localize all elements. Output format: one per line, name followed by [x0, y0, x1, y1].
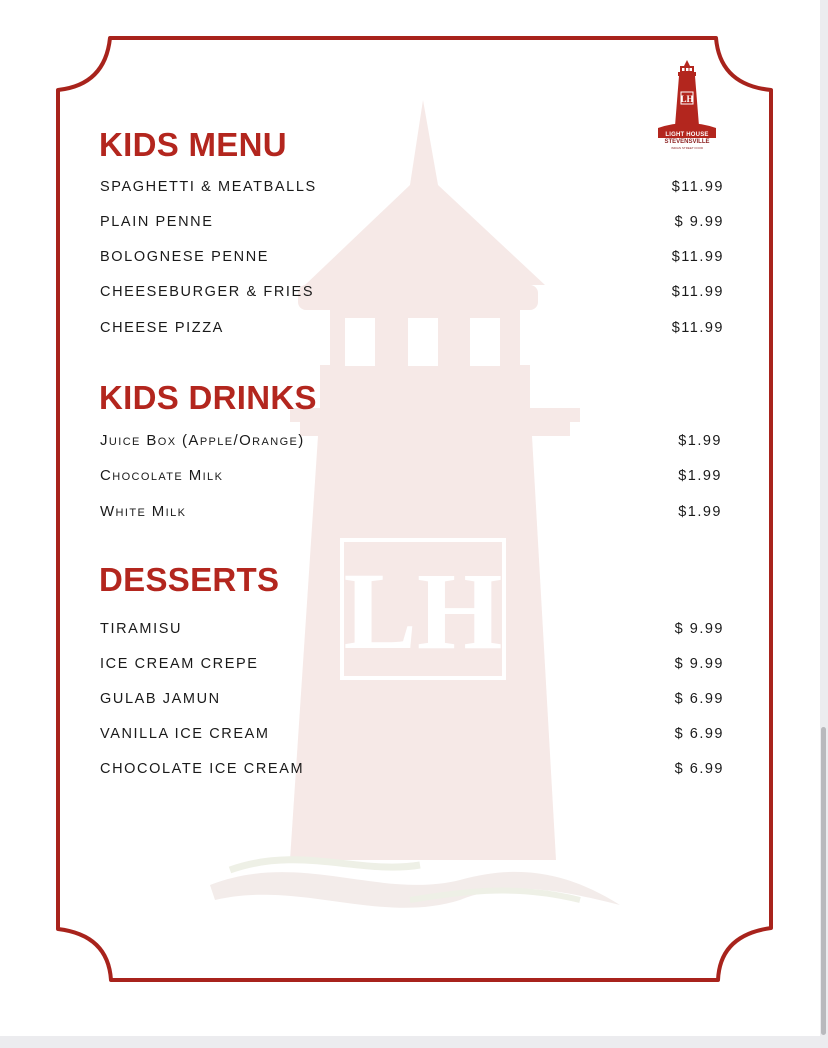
menu-item-price: $ 9.99 — [674, 214, 724, 230]
scrollbar-thumb[interactable] — [821, 727, 826, 1035]
menu-item-name: White Milk — [100, 503, 187, 520]
logo-location: STEVENSVILLE — [664, 139, 710, 145]
section-title-kids-menu: KIDS MENU — [99, 126, 287, 163]
logo-tagline: INDIAN STREET FOOD — [670, 146, 704, 150]
menu-item-price: $ 9.99 — [674, 621, 724, 637]
menu-item-name: Juice Box (Apple/Orange) — [100, 432, 305, 449]
menu-item-name: CHOCOLATE ICE CREAM — [100, 761, 305, 777]
menu-item-price: $11.99 — [671, 284, 724, 300]
menu-item-price: $ 9.99 — [674, 656, 724, 672]
menu-item-price: $1.99 — [678, 433, 722, 449]
menu-item-price: $ 6.99 — [674, 761, 724, 777]
menu-item-price: $11.99 — [671, 249, 724, 265]
section-title-kids-drinks: KIDS DRINKS — [99, 379, 317, 416]
watermark-monogram: LH — [343, 550, 503, 672]
menu-item-price: $ 6.99 — [674, 691, 724, 707]
menu-item-name: TIRAMISU — [100, 621, 183, 637]
menu-item-price: $1.99 — [678, 468, 722, 484]
menu-item-name: ICE CREAM CREPE — [100, 656, 259, 672]
section-title-desserts: DESSERTS — [99, 561, 280, 598]
menu-item-name: Chocolate Milk — [100, 467, 224, 484]
restaurant-logo — [654, 58, 720, 154]
menu-item-name: GULAB JAMUN — [100, 691, 221, 707]
menu-item-price: $ 6.99 — [674, 726, 724, 742]
menu-item-name: CHEESE PIZZA — [100, 320, 224, 336]
menu-item-name: BOLOGNESE PENNE — [100, 249, 270, 265]
menu-item-price: $11.99 — [671, 179, 724, 195]
menu-item-name: SPAGHETTI & MEATBALLS — [100, 179, 317, 195]
menu-item-name: PLAIN PENNE — [100, 214, 214, 230]
logo-monogram: LH — [680, 94, 694, 104]
menu-item-price: $1.99 — [678, 504, 722, 520]
menu-item-price: $11.99 — [671, 320, 724, 336]
logo-name: LIGHT HOUSE — [665, 132, 709, 138]
menu-item-name: VANILLA ICE CREAM — [100, 726, 270, 742]
menu-item-name: CHEESEBURGER & FRIES — [100, 284, 315, 300]
